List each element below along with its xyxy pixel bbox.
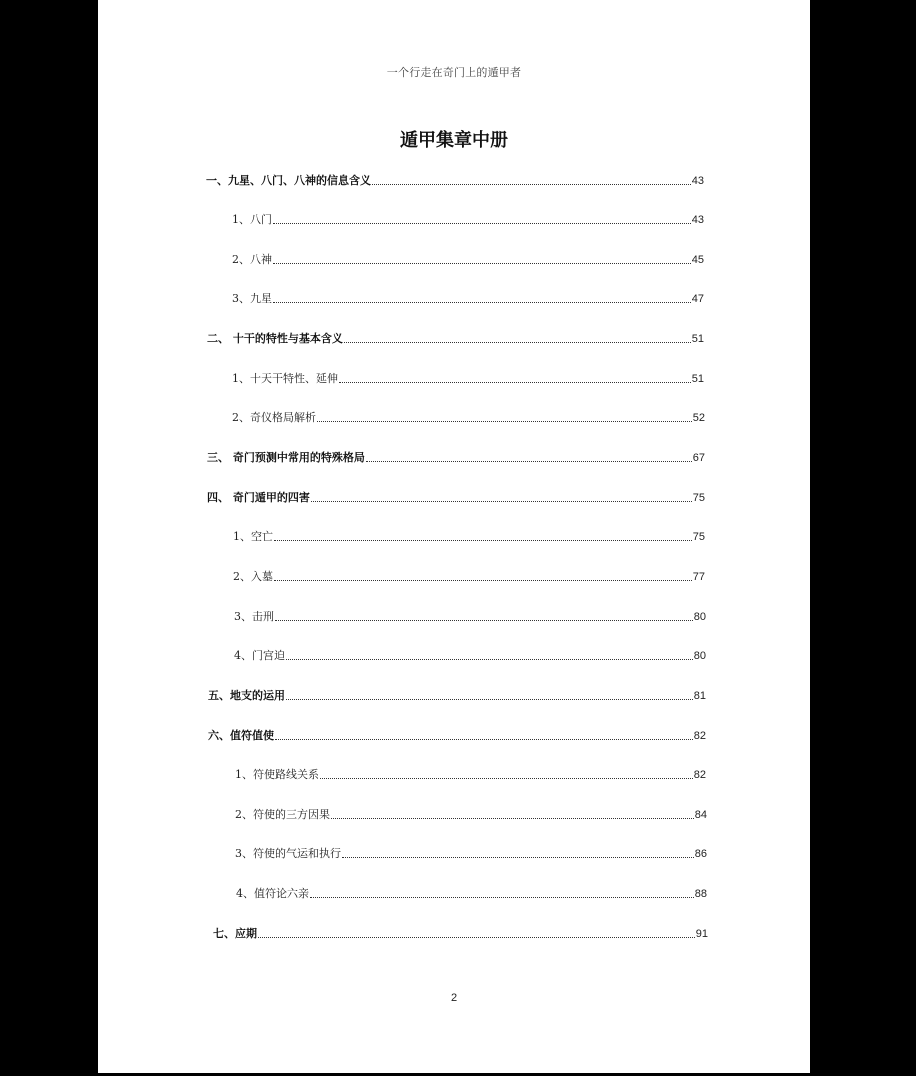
toc-entry-sub[interactable] <box>232 290 704 306</box>
toc-entry-section[interactable] <box>208 687 706 703</box>
toc-entry-label: 2、奇仪格局解析 <box>232 411 316 424</box>
toc-entry-page: 82 <box>693 769 706 781</box>
toc-entry-sub[interactable] <box>232 251 704 267</box>
toc-entry-label: 1、十天干特性、延伸 <box>232 372 338 385</box>
toc-entry-page: 45 <box>691 254 704 266</box>
toc-entry-section[interactable] <box>206 172 704 188</box>
toc-entry-label: 五、地支的运用 <box>208 689 285 702</box>
toc-entry-label: 三、 奇门预测中常用的特殊格局 <box>207 451 365 464</box>
toc-entry-page: 51 <box>691 373 704 385</box>
toc-entry-section[interactable] <box>207 330 704 346</box>
toc-entry-page: 80 <box>693 650 706 662</box>
toc-entry-label: 1、八门 <box>232 213 272 226</box>
toc-entry-page: 84 <box>694 809 707 821</box>
toc-entry-sub[interactable] <box>235 806 707 822</box>
toc-leader-dots <box>366 460 692 462</box>
toc-entry-page: 67 <box>692 452 705 464</box>
toc-entry-section[interactable] <box>208 727 706 743</box>
toc-entry-label: 1、符使路线关系 <box>235 768 319 781</box>
toc-entry-page: 43 <box>691 214 704 226</box>
toc-entry-label: 4、值符论六亲 <box>236 887 309 900</box>
toc-entry-page: 51 <box>691 333 704 345</box>
toc-leader-dots <box>320 777 693 779</box>
toc-leader-dots <box>275 619 693 621</box>
document-page <box>98 0 810 1073</box>
toc-entry-sub[interactable] <box>233 568 705 584</box>
toc-leader-dots <box>274 579 692 581</box>
toc-entry-sub[interactable] <box>232 409 705 425</box>
table-of-contents <box>98 0 810 1073</box>
toc-entry-page: 80 <box>693 611 706 623</box>
toc-leader-dots <box>273 262 691 264</box>
page-title: 遁甲集章中册 <box>400 130 508 151</box>
toc-leader-dots <box>317 420 692 422</box>
toc-leader-dots <box>311 500 692 502</box>
toc-entry-sub[interactable] <box>233 528 705 544</box>
toc-entry-label: 七、应期 <box>213 927 257 940</box>
toc-leader-dots <box>258 936 695 938</box>
toc-leader-dots <box>344 341 691 343</box>
toc-entry-page: 82 <box>693 730 706 742</box>
toc-entry-sub[interactable] <box>234 608 706 624</box>
toc-leader-dots <box>342 856 694 858</box>
toc-entry-label: 二、 十干的特性与基本含义 <box>207 332 343 345</box>
toc-entry-label: 四、 奇门遁甲的四害 <box>207 491 310 504</box>
toc-leader-dots <box>331 817 694 819</box>
toc-entry-page: 81 <box>693 690 706 702</box>
toc-entry-label: 4、门宫迫 <box>234 649 285 662</box>
toc-entry-page: 86 <box>694 848 707 860</box>
toc-entry-label: 2、八神 <box>232 253 272 266</box>
toc-entry-section[interactable] <box>207 449 705 465</box>
toc-leader-dots <box>372 183 691 185</box>
toc-entry-label: 3、符使的气运和执行 <box>235 847 341 860</box>
toc-entry-label: 六、值符值使 <box>208 729 274 742</box>
page-number: 2 <box>450 992 458 1004</box>
toc-leader-dots <box>286 658 693 660</box>
toc-entry-label: 2、符使的三方因果 <box>235 808 330 821</box>
toc-leader-dots <box>274 539 692 541</box>
toc-entry-label: 2、入墓 <box>233 570 273 583</box>
toc-entry-page: 77 <box>692 571 705 583</box>
toc-entry-section[interactable] <box>207 489 705 505</box>
toc-entry-page: 43 <box>691 175 704 187</box>
toc-entry-label: 3、击刑 <box>234 610 274 623</box>
toc-entry-page: 88 <box>694 888 707 900</box>
toc-leader-dots <box>273 222 691 224</box>
toc-entry-page: 91 <box>695 928 708 940</box>
toc-entry-page: 75 <box>692 531 705 543</box>
toc-entry-sub[interactable] <box>232 370 704 386</box>
toc-entry-sub[interactable] <box>234 647 706 663</box>
toc-entry-sub[interactable] <box>236 885 707 901</box>
running-header: 一个行走在奇门上的遁甲者 <box>386 66 522 79</box>
toc-entry-page: 52 <box>692 412 705 424</box>
toc-entry-label: 3、九星 <box>232 292 272 305</box>
toc-leader-dots <box>286 698 693 700</box>
toc-entry-label: 1、空亡 <box>233 530 273 543</box>
toc-leader-dots <box>310 896 694 898</box>
toc-entry-sub[interactable] <box>235 766 706 782</box>
toc-leader-dots <box>273 301 691 303</box>
toc-leader-dots <box>339 381 691 383</box>
toc-entry-sub[interactable] <box>235 845 707 861</box>
toc-entry-page: 47 <box>691 293 704 305</box>
toc-entry-sub[interactable] <box>232 211 704 227</box>
toc-leader-dots <box>275 738 693 740</box>
toc-entry-label: 一、九星、八门、八神的信息含义 <box>206 174 371 187</box>
toc-entry-section[interactable] <box>213 925 708 941</box>
toc-entry-page: 75 <box>692 492 705 504</box>
